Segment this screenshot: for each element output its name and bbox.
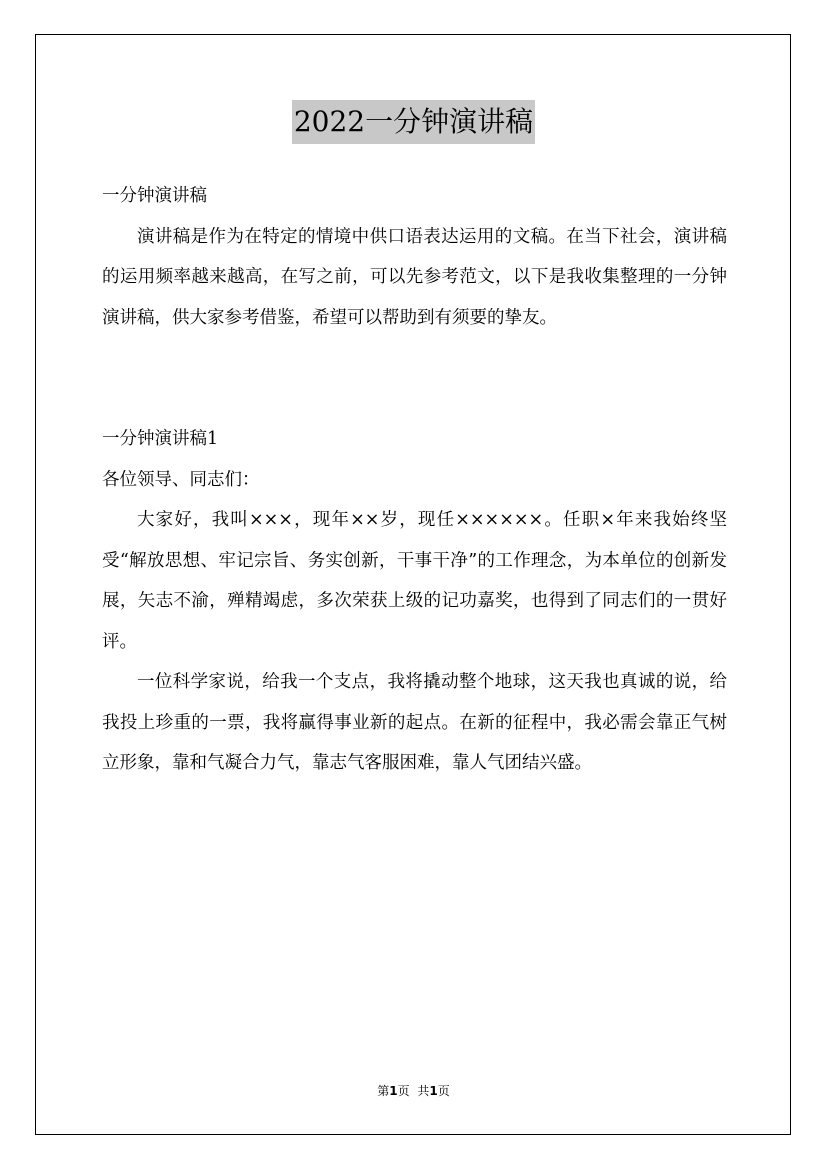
title-wrap bbox=[0, 100, 827, 144]
section-heading: 一分钟演讲稿 bbox=[102, 186, 207, 206]
total-prefix: 共 bbox=[417, 1084, 430, 1098]
total-suffix: 页 bbox=[437, 1084, 450, 1098]
document-body bbox=[102, 176, 727, 784]
body-paragraph: 大家好，我叫×××，现年××岁，现任××××××。任职×年来我始终坚受“解放思想、牢记宗旨、务实创新，干事干净”的工作理念，为本单位的创新发展，矢志不渝，殚精竭虑，多次荣获上级的记功嘉奖，也得到了同志们的一贯好评。 bbox=[102, 510, 727, 652]
intro-paragraph: 演讲稿是作为在特定的情境中供口语表达运用的文稿。在当下社会，演讲稿的运用频率越来越高，在写之前，可以先参考范文，以下是我收集整理的一分钟演讲稿，供大家参考借鉴，希望可以帮助到有须要的挚友。 bbox=[102, 226, 727, 328]
page-footer bbox=[0, 1082, 827, 1099]
document-title: 2022一分钟演讲稿 bbox=[292, 100, 535, 144]
page-number: 1 bbox=[389, 1084, 398, 1098]
page-prefix: 第 bbox=[377, 1084, 390, 1098]
speech-heading: 一分钟演讲稿1 bbox=[102, 429, 219, 449]
body-paragraph: 一位科学家说，给我一个支点，我将撬动整个地球，这天我也真诚的说，给我投上珍重的一票，我将赢得事业新的起点。在新的征程中，我必需会靠正气树立形象，靠和气凝合力气，靠志气客服困难，靠人气团结兴盛。 bbox=[102, 672, 727, 773]
salutation: 各位领导、同志们： bbox=[102, 469, 260, 490]
page-suffix: 页 bbox=[397, 1084, 410, 1098]
total-pages: 1 bbox=[429, 1084, 438, 1098]
paragraph-spacer bbox=[102, 338, 727, 419]
